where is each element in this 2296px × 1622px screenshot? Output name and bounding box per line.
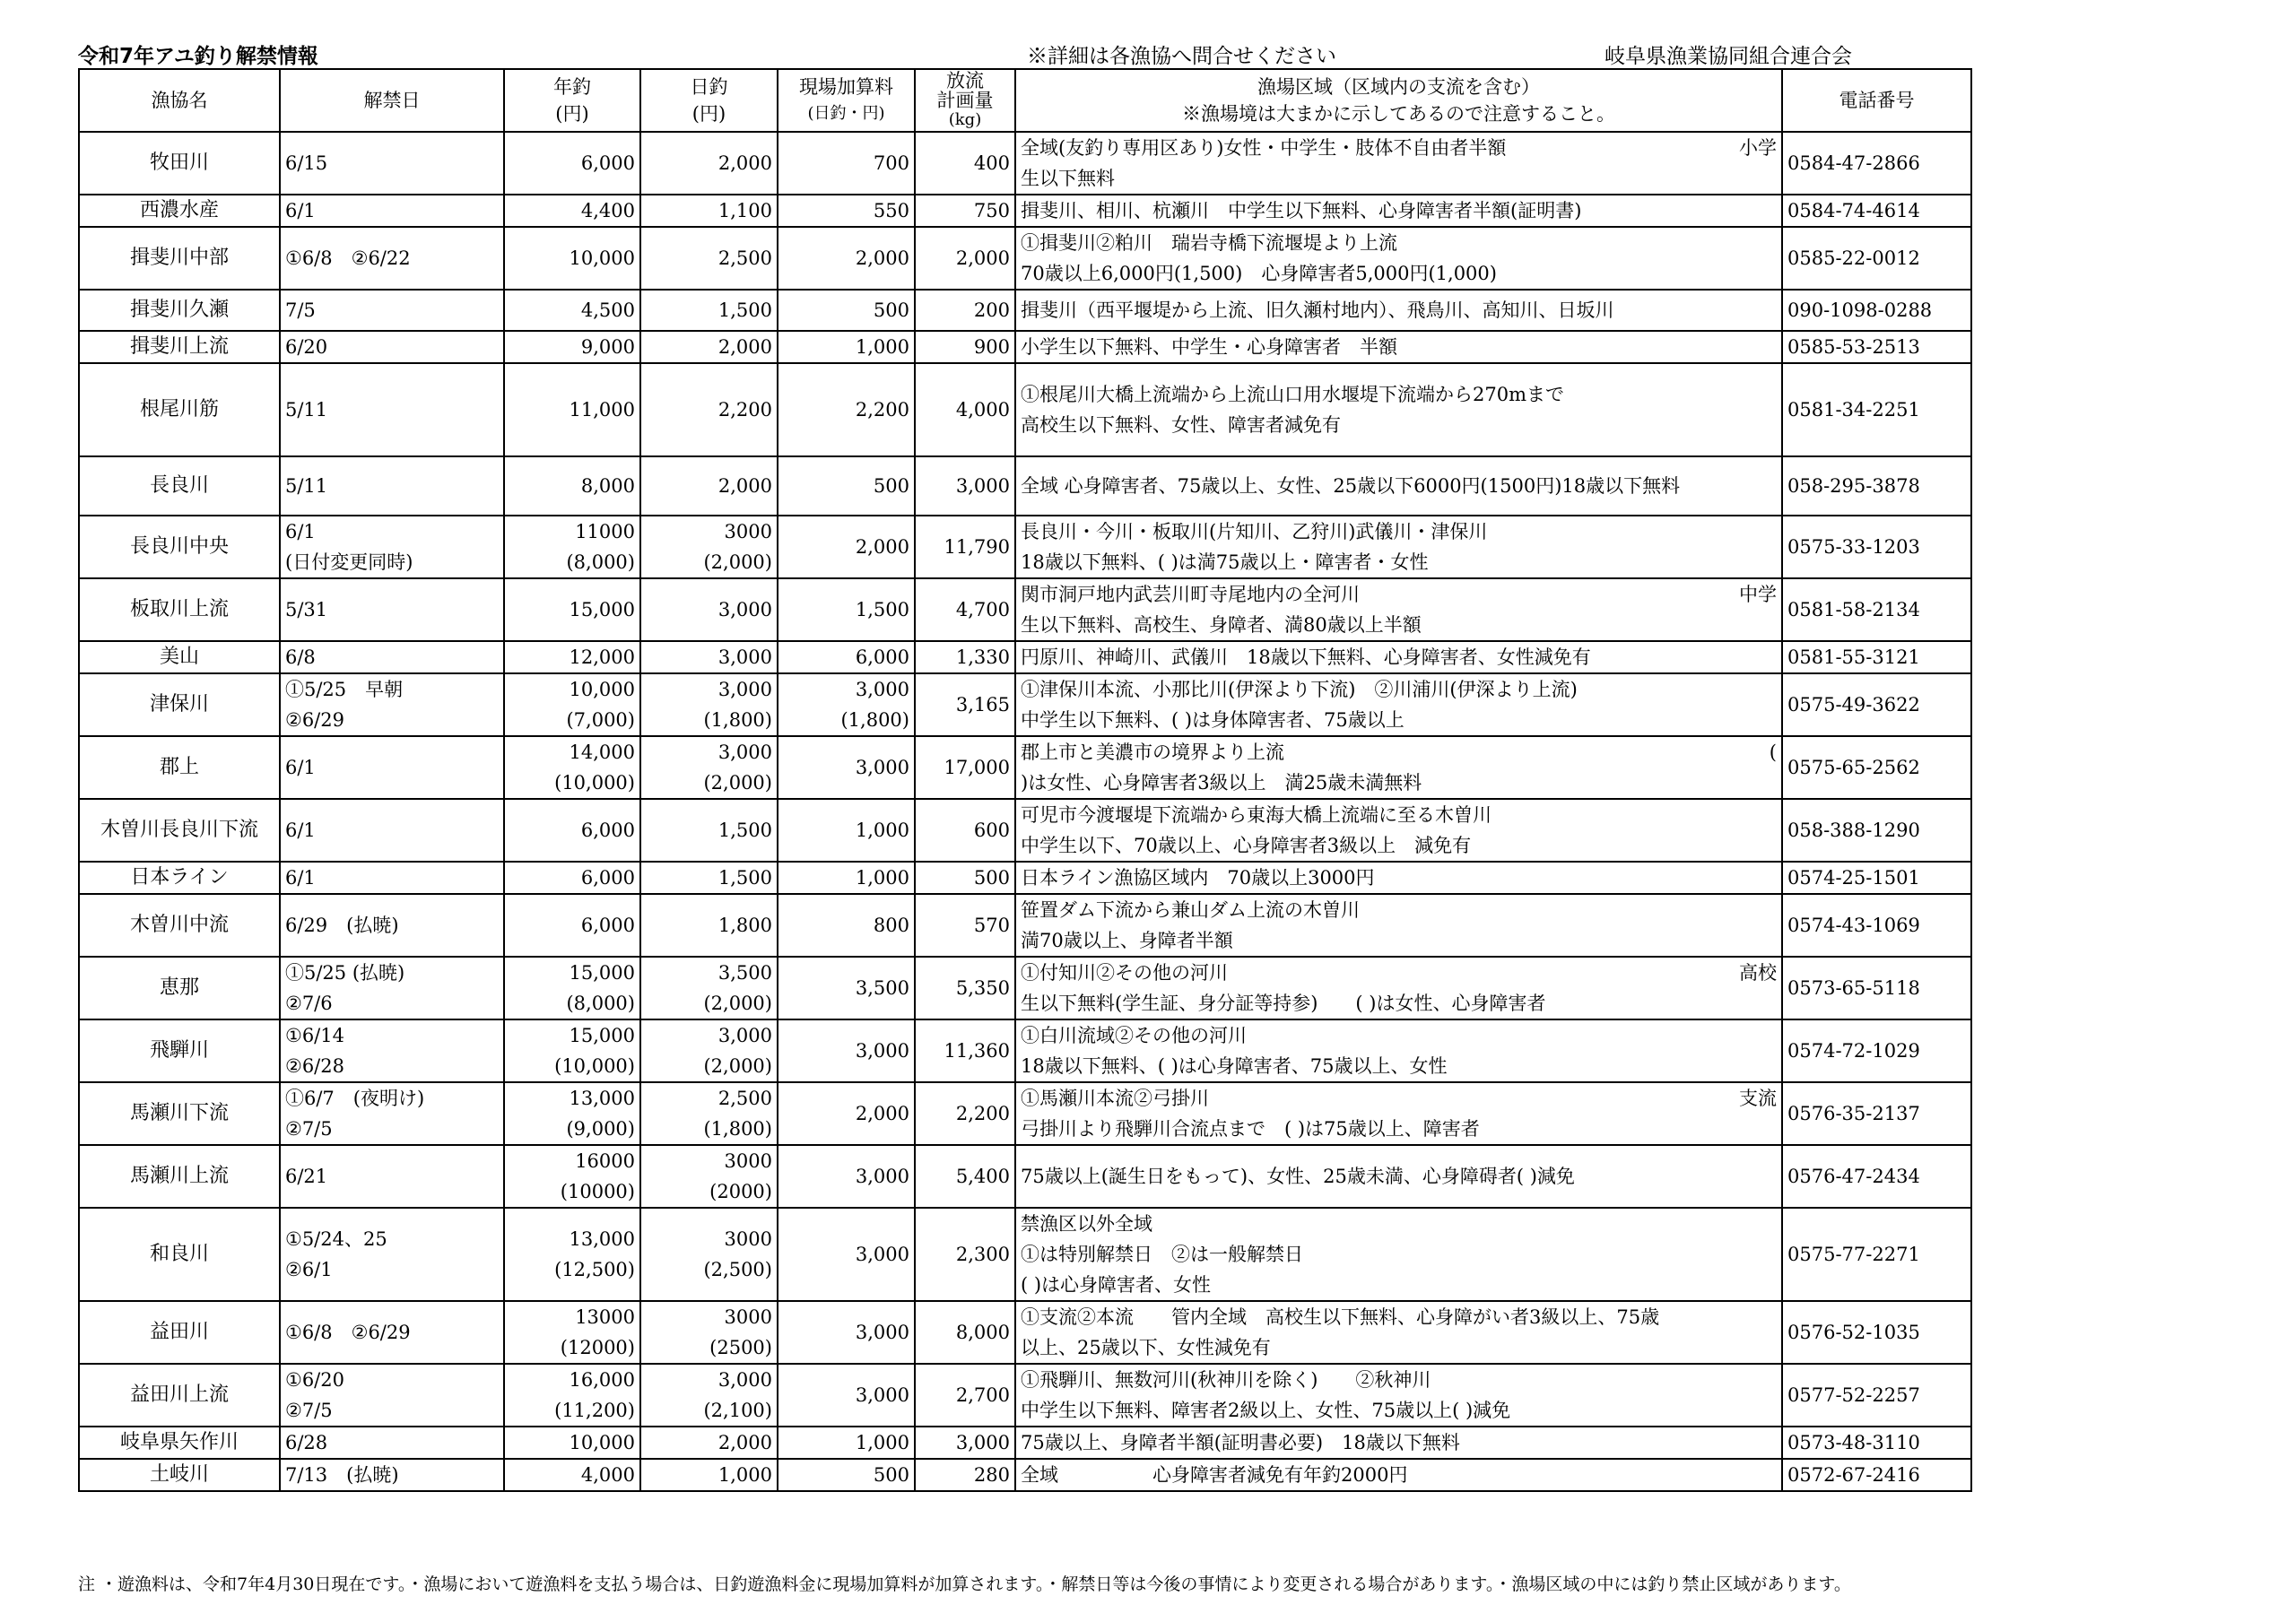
cell-opening-date: 5/11 <box>280 363 504 456</box>
cell-release-amount: 2,700 <box>915 1364 1015 1427</box>
cell-phone-number: 0585-22-0012 <box>1782 227 1971 290</box>
cell-release-amount: 500 <box>915 862 1015 894</box>
cell-season-fee: 10,000 <box>504 227 640 290</box>
cell-season-fee: 4,000 <box>504 1459 640 1491</box>
cell-phone-number: 0576-47-2434 <box>1782 1145 1971 1208</box>
cell-fishing-area: 小学 全域(友釣り専用区あり)女性・中学生・肢体不自由者半額 生以下無料 <box>1015 132 1782 195</box>
cell-release-amount: 5,400 <box>915 1145 1015 1208</box>
cell-fishing-area: 75歳以上、身障者半額(証明書必要) 18歳以下無料 <box>1015 1427 1782 1459</box>
cell-season-fee: 16000 (10000) <box>504 1145 640 1208</box>
cell-day-fee: 2,200 <box>640 363 778 456</box>
cell-day-fee: 1,800 <box>640 894 778 957</box>
cell-site-fee: 1,000 <box>778 799 915 862</box>
cell-site-fee: 6,000 <box>778 641 915 673</box>
cell-cooperative-name: 長良川中央 <box>79 516 280 578</box>
cell-fishing-area: ①白川流域②その他の河川 18歳以下無料、( )は心身障害者、75歳以上、女性 <box>1015 1019 1782 1082</box>
cell-site-fee: 3,000 <box>778 1208 915 1301</box>
cell-opening-date: 5/11 <box>280 456 504 516</box>
cell-day-fee: 3,500 (2,000) <box>640 957 778 1019</box>
cell-phone-number: 0576-35-2137 <box>1782 1082 1971 1145</box>
cell-season-fee: 9,000 <box>504 331 640 363</box>
cell-cooperative-name: 馬瀬川上流 <box>79 1145 280 1208</box>
cell-season-fee: 8,000 <box>504 456 640 516</box>
organization-name: 岐阜県漁業協同組合連合会 <box>1605 45 1852 68</box>
cell-release-amount: 8,000 <box>915 1301 1015 1364</box>
table-row <box>79 1145 1971 1208</box>
cell-fishing-area: 高校 ①付知川②その他の河川 生以下無料(学生証、身分証等持参) ( )は女性、心身障害者 <box>1015 957 1782 1019</box>
cell-cooperative-name: 揖斐川久瀬 <box>79 290 280 331</box>
document-header <box>78 36 1979 68</box>
cell-season-fee: 13,000 (9,000) <box>504 1082 640 1145</box>
table-row <box>79 736 1971 799</box>
cell-release-amount: 2,000 <box>915 227 1015 290</box>
cell-season-fee: 10,000 <box>504 1427 640 1459</box>
table-row <box>79 195 1971 227</box>
cell-opening-date: ①6/20 ②7/5 <box>280 1364 504 1427</box>
table-row <box>79 1019 1971 1082</box>
cell-season-fee: 6,000 <box>504 894 640 957</box>
cell-site-fee: 2,000 <box>778 1082 915 1145</box>
cell-fishing-area: ( 郡上市と美濃市の境界より上流 )は女性、心身障害者3級以上 満25歳未満無料 <box>1015 736 1782 799</box>
cell-fishing-area: 円原川、神崎川、武儀川 18歳以下無料、心身障害者、女性減免有 <box>1015 641 1782 673</box>
cell-cooperative-name: 益田川上流 <box>79 1364 280 1427</box>
table-row <box>79 641 1971 673</box>
cell-cooperative-name: 津保川 <box>79 673 280 736</box>
table-row <box>79 894 1971 957</box>
cell-opening-date: 6/15 <box>280 132 504 195</box>
cell-site-fee: 1,000 <box>778 1427 915 1459</box>
cell-fishing-area: 75歳以上(誕生日をもって)、女性、25歳未満、心身障碍者( )減免 <box>1015 1145 1782 1208</box>
table-row <box>79 1427 1971 1459</box>
table-row <box>79 578 1971 641</box>
table-row <box>79 227 1971 290</box>
cell-day-fee: 3,000 <box>640 641 778 673</box>
cell-site-fee: 3,000 <box>778 1019 915 1082</box>
cell-fishing-area: ①津保川本流、小那比川(伊深より下流) ②川浦川(伊深より上流) 中学生以下無料、( )は身体障害者、75歳以上 <box>1015 673 1782 736</box>
document-sheet <box>78 36 1979 1594</box>
cell-fishing-area: 中学 関市洞戸地内武芸川町寺尾地内の全河川 生以下無料、高校生、身障者、満80歳以上半額 <box>1015 578 1782 641</box>
cell-site-fee: 500 <box>778 1459 915 1491</box>
cell-day-fee: 3000 (2000) <box>640 1145 778 1208</box>
cell-opening-date: ①5/25 (払暁) ②7/6 <box>280 957 504 1019</box>
cell-site-fee: 3,500 <box>778 957 915 1019</box>
cell-season-fee: 6,000 <box>504 799 640 862</box>
table-row <box>79 862 1971 894</box>
cell-site-fee: 1,000 <box>778 331 915 363</box>
cell-opening-date: ①6/7 (夜明け) ②7/5 <box>280 1082 504 1145</box>
cell-day-fee: 3,000 (1,800) <box>640 673 778 736</box>
cell-opening-date: 6/1 <box>280 195 504 227</box>
table-row <box>79 1459 1971 1491</box>
cell-season-fee: 4,500 <box>504 290 640 331</box>
cell-site-fee: 2,000 <box>778 516 915 578</box>
cell-day-fee: 2,000 <box>640 1427 778 1459</box>
cell-release-amount: 600 <box>915 799 1015 862</box>
table-row <box>79 456 1971 516</box>
cell-opening-date: 6/1 <box>280 799 504 862</box>
cell-cooperative-name: 根尾川筋 <box>79 363 280 456</box>
cell-phone-number: 0572-67-2416 <box>1782 1459 1971 1491</box>
cell-release-amount: 3,000 <box>915 456 1015 516</box>
cell-phone-number: 0575-77-2271 <box>1782 1208 1971 1301</box>
cell-day-fee: 1,500 <box>640 290 778 331</box>
cell-season-fee: 15,000 <box>504 578 640 641</box>
cell-day-fee: 3000 (2500) <box>640 1301 778 1364</box>
cell-season-fee: 6,000 <box>504 132 640 195</box>
cell-release-amount: 1,330 <box>915 641 1015 673</box>
cell-opening-date: ①6/14 ②6/28 <box>280 1019 504 1082</box>
cell-release-amount: 3,000 <box>915 1427 1015 1459</box>
cell-day-fee: 2,000 <box>640 331 778 363</box>
col-header-name: 漁協名 <box>79 69 280 132</box>
cell-release-amount: 400 <box>915 132 1015 195</box>
cell-day-fee: 2,000 <box>640 456 778 516</box>
cell-phone-number: 0575-65-2562 <box>1782 736 1971 799</box>
cell-release-amount: 900 <box>915 331 1015 363</box>
cell-cooperative-name: 日本ライン <box>79 862 280 894</box>
cell-opening-date: ①5/25 早朝 ②6/29 <box>280 673 504 736</box>
cell-fishing-area: 笹置ダム下流から兼山ダム上流の木曽川 満70歳以上、身障者半額 <box>1015 894 1782 957</box>
table-row <box>79 516 1971 578</box>
cell-phone-number: 058-295-3878 <box>1782 456 1971 516</box>
cell-fishing-area: 長良川・今川・板取川(片知川、乙狩川)武儀川・津保川 18歳以下無料、( )は満75歳以上・障害者・女性 <box>1015 516 1782 578</box>
cell-opening-date: 6/1 <box>280 862 504 894</box>
cell-day-fee: 3,000 (2,100) <box>640 1364 778 1427</box>
cell-opening-date: 6/20 <box>280 331 504 363</box>
cell-fishing-area: ①揖斐川②粕川 瑞岩寺橋下流堰堤より上流 70歳以上6,000円(1,500) 心身障害者5,000円(1,000) <box>1015 227 1782 290</box>
table-row <box>79 363 1971 456</box>
cell-day-fee: 3000 (2,000) <box>640 516 778 578</box>
cell-opening-date: ①5/24、25 ②6/1 <box>280 1208 504 1301</box>
col-header-phone: 電話番号 <box>1782 69 1971 132</box>
cell-cooperative-name: 飛騨川 <box>79 1019 280 1082</box>
cell-site-fee: 3,000 <box>778 1145 915 1208</box>
cell-opening-date: 6/28 <box>280 1427 504 1459</box>
cell-phone-number: 0577-52-2257 <box>1782 1364 1971 1427</box>
cell-fishing-area: 小学生以下無料、中学生・心身障害者 半額 <box>1015 331 1782 363</box>
cell-fishing-area: 可児市今渡堰堤下流端から東海大橋上流端に至る木曽川 中学生以下、70歳以上、心身障害者3級以上 減免有 <box>1015 799 1782 862</box>
cell-release-amount: 280 <box>915 1459 1015 1491</box>
cell-opening-date: ①6/8 ②6/22 <box>280 227 504 290</box>
cell-cooperative-name: 土岐川 <box>79 1459 280 1491</box>
cell-fishing-area: ①根尾川大橋上流端から上流山口用水堰堤下流端から270mまで 高校生以下無料、女性、障害者減免有 <box>1015 363 1782 456</box>
cell-phone-number: 090-1098-0288 <box>1782 290 1971 331</box>
table-row <box>79 290 1971 331</box>
cell-site-fee: 1,500 <box>778 578 915 641</box>
table-body <box>79 132 1971 1491</box>
cell-release-amount: 200 <box>915 290 1015 331</box>
cell-fishing-area: 支流 ①馬瀬川本流②弓掛川 弓掛川より飛騨川合流点まで ( )は75歳以上、障害者 <box>1015 1082 1782 1145</box>
table-row <box>79 132 1971 195</box>
cell-phone-number: 0585-53-2513 <box>1782 331 1971 363</box>
cell-phone-number: 0581-34-2251 <box>1782 363 1971 456</box>
cell-opening-date: 7/13 (払暁) <box>280 1459 504 1491</box>
cell-site-fee: 3,000 <box>778 736 915 799</box>
table-row <box>79 1082 1971 1145</box>
cell-season-fee: 13000 (12000) <box>504 1301 640 1364</box>
cell-day-fee: 3,000 (2,000) <box>640 736 778 799</box>
cell-cooperative-name: 牧田川 <box>79 132 280 195</box>
cell-cooperative-name: 美山 <box>79 641 280 673</box>
cell-opening-date: 6/1 <box>280 736 504 799</box>
cell-release-amount: 5,350 <box>915 957 1015 1019</box>
table-row <box>79 331 1971 363</box>
cell-phone-number: 0581-55-3121 <box>1782 641 1971 673</box>
cell-season-fee: 11,000 <box>504 363 640 456</box>
cell-release-amount: 2,200 <box>915 1082 1015 1145</box>
cell-release-amount: 4,000 <box>915 363 1015 456</box>
cell-day-fee: 2,500 (1,800) <box>640 1082 778 1145</box>
cell-fishing-area: 日本ライン漁協区域内 70歳以上3000円 <box>1015 862 1782 894</box>
col-header-day: 日釣 (円) <box>640 69 778 132</box>
cell-opening-date: 5/31 <box>280 578 504 641</box>
table-row <box>79 1364 1971 1427</box>
cell-phone-number: 0574-25-1501 <box>1782 862 1971 894</box>
cell-cooperative-name: 益田川 <box>79 1301 280 1364</box>
document-title: 令和7年アユ釣り解禁情報 <box>78 45 318 68</box>
cell-day-fee: 2,500 <box>640 227 778 290</box>
cell-day-fee: 2,000 <box>640 132 778 195</box>
table-header-row <box>79 69 1971 132</box>
table-row <box>79 1301 1971 1364</box>
cell-cooperative-name: 郡上 <box>79 736 280 799</box>
cell-cooperative-name: 恵那 <box>79 957 280 1019</box>
cell-day-fee: 3,000 (2,000) <box>640 1019 778 1082</box>
cell-fishing-area: 揖斐川（西平堰堤から上流、旧久瀬村地内）、飛鳥川、高知川、日坂川 <box>1015 290 1782 331</box>
cell-cooperative-name: 揖斐川中部 <box>79 227 280 290</box>
cell-phone-number: 0584-74-4614 <box>1782 195 1971 227</box>
cell-day-fee: 1,000 <box>640 1459 778 1491</box>
col-header-season: 年釣 (円) <box>504 69 640 132</box>
cell-season-fee: 15,000 (8,000) <box>504 957 640 1019</box>
cell-cooperative-name: 和良川 <box>79 1208 280 1301</box>
cell-release-amount: 11,360 <box>915 1019 1015 1082</box>
cell-phone-number: 0584-47-2866 <box>1782 132 1971 195</box>
cell-release-amount: 570 <box>915 894 1015 957</box>
cell-season-fee: 13,000 (12,500) <box>504 1208 640 1301</box>
cell-phone-number: 058-388-1290 <box>1782 799 1971 862</box>
cell-cooperative-name: 西濃水産 <box>79 195 280 227</box>
cell-fishing-area: 揖斐川、相川、杭瀬川 中学生以下無料、心身障害者半額(証明書) <box>1015 195 1782 227</box>
cell-season-fee: 15,000 (10,000) <box>504 1019 640 1082</box>
cell-cooperative-name: 馬瀬川下流 <box>79 1082 280 1145</box>
cell-day-fee: 1,500 <box>640 799 778 862</box>
col-header-site: 現場加算料 (日釣・円) <box>778 69 915 132</box>
cell-release-amount: 17,000 <box>915 736 1015 799</box>
cell-day-fee: 1,100 <box>640 195 778 227</box>
cell-release-amount: 750 <box>915 195 1015 227</box>
cell-season-fee: 12,000 <box>504 641 640 673</box>
cell-season-fee: 10,000 (7,000) <box>504 673 640 736</box>
cell-fishing-area: 禁漁区以外全域 ①は特別解禁日 ②は一般解禁日 ( )は心身障害者、女性 <box>1015 1208 1782 1301</box>
footnote: 注 ・遊漁料は、令和7年4月30日現在です。・漁場において遊漁料を支払う場合は、日釣遊漁料金に現場加算料が加算されます。・解禁日等は今後の事情により変更される場合があります。・漁場区域の中には釣り禁止区域があります。 <box>78 1574 1851 1594</box>
cell-phone-number: 0576-52-1035 <box>1782 1301 1971 1364</box>
cell-phone-number: 0574-72-1029 <box>1782 1019 1971 1082</box>
inquiry-note: ※詳細は各漁協へ問合せください <box>1027 45 1336 68</box>
cell-release-amount: 4,700 <box>915 578 1015 641</box>
cell-phone-number: 0573-65-5118 <box>1782 957 1971 1019</box>
cell-day-fee: 1,500 <box>640 862 778 894</box>
cell-season-fee: 14,000 (10,000) <box>504 736 640 799</box>
cell-opening-date: ①6/8 ②6/29 <box>280 1301 504 1364</box>
cell-site-fee: 550 <box>778 195 915 227</box>
table-row <box>79 799 1971 862</box>
cell-site-fee: 3,000 (1,800) <box>778 673 915 736</box>
cell-opening-date: 6/21 <box>280 1145 504 1208</box>
cell-season-fee: 4,400 <box>504 195 640 227</box>
cell-site-fee: 2,200 <box>778 363 915 456</box>
cell-phone-number: 0575-33-1203 <box>1782 516 1971 578</box>
opening-info-table <box>78 68 1972 1492</box>
cell-day-fee: 3000 (2,500) <box>640 1208 778 1301</box>
cell-phone-number: 0573-48-3110 <box>1782 1427 1971 1459</box>
cell-season-fee: 11000 (8,000) <box>504 516 640 578</box>
cell-site-fee: 500 <box>778 456 915 516</box>
cell-fishing-area: ①飛騨川、無数河川(秋神川を除く) ②秋神川 中学生以下無料、障害者2級以上、女性、75歳以上( )減免 <box>1015 1364 1782 1427</box>
col-header-release: 放流 計画量 (kg) <box>915 69 1015 132</box>
cell-cooperative-name: 木曽川長良川下流 <box>79 799 280 862</box>
cell-opening-date: 6/8 <box>280 641 504 673</box>
cell-site-fee: 3,000 <box>778 1364 915 1427</box>
cell-cooperative-name: 揖斐川上流 <box>79 331 280 363</box>
cell-site-fee: 1,000 <box>778 862 915 894</box>
cell-season-fee: 16,000 (11,200) <box>504 1364 640 1427</box>
cell-fishing-area: 全域 心身障害者、75歳以上、女性、25歳以下6000円(1500円)18歳以下無料 <box>1015 456 1782 516</box>
cell-site-fee: 2,000 <box>778 227 915 290</box>
cell-cooperative-name: 長良川 <box>79 456 280 516</box>
cell-site-fee: 800 <box>778 894 915 957</box>
cell-site-fee: 3,000 <box>778 1301 915 1364</box>
cell-cooperative-name: 岐阜県矢作川 <box>79 1427 280 1459</box>
cell-opening-date: 7/5 <box>280 290 504 331</box>
cell-day-fee: 3,000 <box>640 578 778 641</box>
cell-site-fee: 700 <box>778 132 915 195</box>
cell-phone-number: 0581-58-2134 <box>1782 578 1971 641</box>
cell-release-amount: 2,300 <box>915 1208 1015 1301</box>
table-row <box>79 673 1971 736</box>
cell-fishing-area: ①支流②本流 管内全域 高校生以下無料、心身障がい者3級以上、75歳 以上、25歳以下、女性減免有 <box>1015 1301 1782 1364</box>
cell-opening-date: 6/29 (払暁) <box>280 894 504 957</box>
cell-cooperative-name: 板取川上流 <box>79 578 280 641</box>
cell-release-amount: 11,790 <box>915 516 1015 578</box>
table-row <box>79 1208 1971 1301</box>
cell-season-fee: 6,000 <box>504 862 640 894</box>
cell-phone-number: 0574-43-1069 <box>1782 894 1971 957</box>
col-header-area: 漁場区域（区域内の支流を含む） ※漁場境は大まかに示してあるので注意すること。 <box>1015 69 1782 132</box>
cell-fishing-area: 全域 心身障害者減免有年釣2000円 <box>1015 1459 1782 1491</box>
col-header-date: 解禁日 <box>280 69 504 132</box>
cell-release-amount: 3,165 <box>915 673 1015 736</box>
cell-site-fee: 500 <box>778 290 915 331</box>
cell-phone-number: 0575-49-3622 <box>1782 673 1971 736</box>
table-row <box>79 957 1971 1019</box>
cell-opening-date: 6/1 (日付変更同時) <box>280 516 504 578</box>
cell-cooperative-name: 木曽川中流 <box>79 894 280 957</box>
